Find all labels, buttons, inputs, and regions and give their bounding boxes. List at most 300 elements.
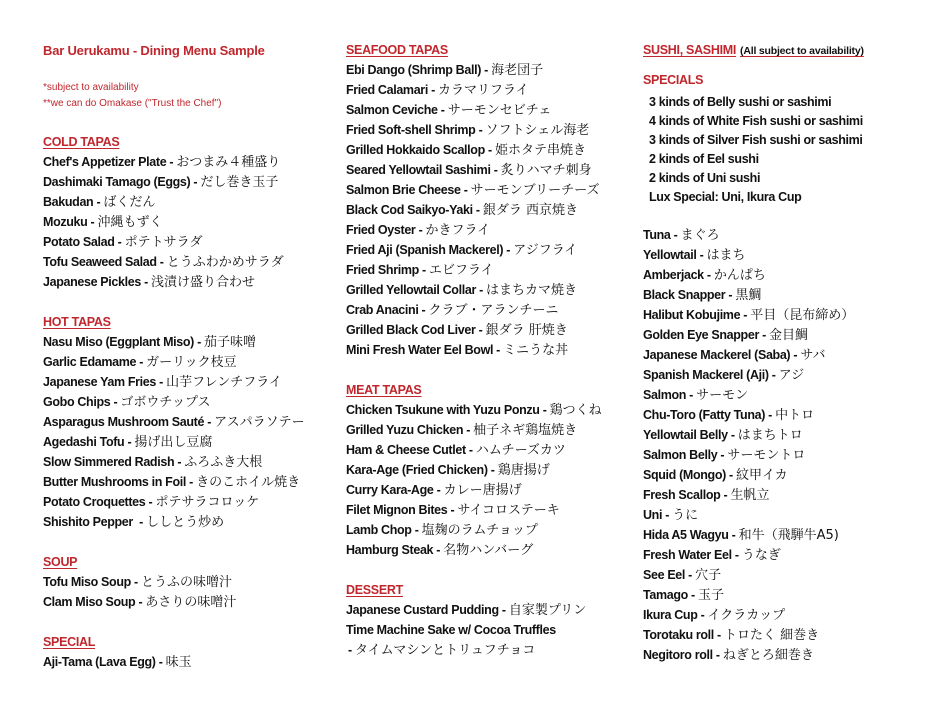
menu-item-english-name: Japanese Yam Fries: [43, 375, 156, 389]
menu-item: [346, 600, 631, 620]
special-offer-line: 2 kinds of Eel sushi: [649, 152, 759, 166]
menu-item-separator: -: [156, 375, 167, 389]
menu-item-separator: -: [204, 415, 215, 429]
menu-item-japanese-name: 浅漬け盛り合わせ: [151, 275, 256, 290]
menu-item-separator: -: [685, 568, 696, 582]
menu-item-separator: -: [447, 503, 458, 517]
menu-item-japanese-name: はまちトロ: [737, 428, 803, 443]
menu-item-japanese-name: ポテサラコロッケ: [155, 495, 260, 510]
menu-item-english-name: See Eel: [643, 568, 686, 582]
menu-item-japanese-name: 鶏唐揚げ: [497, 463, 550, 478]
menu-item: [43, 172, 328, 192]
menu-column-left: [43, 40, 328, 672]
menu-item-separator: -: [155, 655, 166, 669]
menu-item-japanese-name: サーモン: [696, 388, 749, 403]
section-heading-meat-tapas: MEAT TAPAS: [346, 383, 422, 397]
menu-item-english-name: Mozuku: [43, 215, 88, 229]
section-heading-soup: SOUP: [43, 555, 78, 569]
menu-item-english-name: Grilled Yellowtail Collar: [346, 283, 476, 297]
menu-item-japanese-name: 鶏つくね: [549, 403, 602, 418]
menu-item-english-name: Grilled Yuzu Chicken: [346, 423, 464, 437]
menu-item-english-name: Chu-Toro (Fatty Tuna): [643, 408, 766, 422]
menu-item-japanese-name: サーモンセビチェ: [447, 103, 552, 118]
menu-item: [346, 100, 631, 120]
cold-tapas-list: [43, 152, 328, 292]
section-heading-specials: SPECIALS: [643, 73, 704, 87]
menu-item-english-name: Japanese Mackerel (Saba): [643, 348, 791, 362]
menu-item-japanese-name: 炙りハマチ刺身: [500, 163, 592, 178]
menu-item-separator: -: [670, 228, 681, 242]
menu-item: [346, 140, 631, 160]
specials-list: [643, 93, 928, 207]
menu-item-separator: -: [487, 463, 498, 477]
menu-item-english-name: Garlic Edamame: [43, 355, 137, 369]
menu-item: [43, 432, 328, 452]
menu-item: [43, 252, 328, 272]
menu-item-japanese-name: 名物ハンバーグ: [443, 543, 534, 558]
menu-item-japanese-name: まぐろ: [680, 228, 720, 243]
menu-item-japanese-name: おつまみ４種盛り: [176, 155, 281, 170]
menu-item-japanese-name: とうふの味噌汁: [140, 575, 232, 590]
menu-item-separator: -: [539, 403, 550, 417]
sushi-sashimi-heading-text: SUSHI, SASHIMI: [643, 43, 737, 57]
special-offer-line: 3 kinds of Belly sushi or sashimi: [649, 95, 832, 109]
menu-item-english-name: Tamago: [643, 588, 688, 602]
menu-item-japanese-name: アスパラソテー: [214, 415, 305, 430]
menu-item-english-name: Fried Shrimp: [346, 263, 419, 277]
menu-item: [643, 245, 928, 265]
menu-item: [346, 400, 631, 420]
menu-item-japanese-name: 平目（昆布締め）: [750, 308, 855, 323]
menu-item-english-name: Uni: [643, 508, 663, 522]
menu-item-japanese-name: かきフライ: [425, 223, 491, 238]
menu-item: [43, 452, 328, 472]
menu-item-separator: -: [727, 428, 738, 442]
menu-item-english-name: Torotaku roll: [643, 628, 714, 642]
menu-item-separator: -: [136, 355, 147, 369]
menu-item-separator: -: [768, 368, 779, 382]
menu-item: [643, 285, 928, 305]
menu-item-separator: -: [725, 468, 736, 482]
menu-item: [43, 512, 328, 532]
menu-item-japanese-name: 生帆立: [730, 488, 770, 503]
menu-item-separator: -: [662, 508, 673, 522]
menu-item-separator: -: [87, 215, 98, 229]
menu-item-english-name: Salmon Ceviche: [346, 103, 438, 117]
menu-item-english-name: Salmon: [643, 388, 687, 402]
menu-item-english-name: Kara-Age (Fried Chicken): [346, 463, 488, 477]
menu-item-separator: -: [472, 203, 483, 217]
menu-column-middle: [346, 40, 631, 660]
menu-item-separator: -: [463, 423, 474, 437]
menu-item-english-name: Spanish Mackerel (Aji): [643, 368, 769, 382]
menu-item-japanese-name: カラマリフライ: [438, 83, 529, 98]
section-heading-sushi-sashimi: [643, 40, 928, 60]
menu-item-english-name: Ham & Cheese Cutlet: [346, 443, 466, 457]
menu-item-japanese-name: 穴子: [695, 568, 722, 583]
menu-item-english-name: Negitoro roll: [643, 648, 713, 662]
menu-item-japanese-name: はまちカマ焼き: [486, 283, 578, 298]
menu-item: [43, 492, 328, 512]
menu-item: [346, 200, 631, 220]
menu-item: [43, 332, 328, 352]
menu-item-japanese-name: ハムチーズカツ: [475, 443, 566, 458]
section-heading-cold-tapas: COLD TAPAS: [43, 135, 120, 149]
omakase-note: **we can do Omakase ("Trust the Chef"): [43, 98, 222, 109]
menu-item-separator: -: [418, 263, 429, 277]
menu-item-english-name: Salmon Brie Cheese: [346, 183, 461, 197]
menu-item-japanese-name: 姫ホタテ串焼き: [494, 143, 586, 158]
menu-item-english-name: Salmon Belly: [643, 448, 718, 462]
menu-item: [346, 260, 631, 280]
menu-item-english-name: Time Machine Sake w/ Cocoa Truffles: [346, 623, 556, 637]
menu-item-separator: -: [110, 395, 121, 409]
menu-item-english-name: Fried Soft-shell Shrimp: [346, 123, 476, 137]
menu-item-english-name: Gobo Chips: [43, 395, 111, 409]
menu-item: [43, 372, 328, 392]
menu-item-separator: -: [475, 323, 486, 337]
menu-item-japanese-name: 味玉: [165, 655, 192, 670]
menu-item: [643, 585, 928, 605]
menu-item-separator: -: [174, 455, 185, 469]
menu-item-separator: -: [696, 248, 707, 262]
menu-item: [643, 225, 928, 245]
menu-item: [346, 160, 631, 180]
menu-column-right: [643, 40, 928, 665]
menu-item: [643, 365, 928, 385]
menu-item-separator: -: [790, 348, 801, 362]
menu-item-japanese-name: サーモンブリーチーズ: [470, 183, 600, 198]
menu-item-separator: -: [186, 475, 197, 489]
menu-item: [643, 405, 928, 425]
menu-item-separator: -: [717, 448, 728, 462]
soup-list: [43, 572, 328, 612]
menu-item-separator: -: [720, 488, 731, 502]
menu-item-separator: -: [190, 175, 201, 189]
sushi-item-list: [643, 225, 928, 665]
section-heading-dessert: DESSERT: [346, 583, 403, 597]
menu-item: [643, 385, 928, 405]
menu-item: [43, 232, 328, 252]
menu-item: [43, 152, 328, 172]
menu-item-english-name: Asparagus Mushroom Sauté: [43, 415, 205, 429]
menu-item: [346, 80, 631, 100]
menu-item-japanese-name: ねぎとろ細巻き: [722, 648, 814, 663]
menu-item-separator: -: [725, 288, 736, 302]
menu-item-separator: -: [713, 628, 724, 642]
menu-item-separator: -: [193, 335, 205, 349]
menu-item-separator: -: [465, 443, 476, 457]
section-heading-hot-tapas: HOT TAPAS: [43, 315, 111, 329]
menu-item-japanese-name: ばくだん: [103, 195, 156, 210]
menu-item-japanese-name: 和牛（飛騨牛A5): [738, 528, 839, 543]
menu-item-japanese-name: 山芋フレンチフライ: [166, 375, 282, 390]
menu-item-english-name: Curry Kara-Age: [346, 483, 434, 497]
menu-item-separator: -: [503, 243, 514, 257]
menu-item-separator: -: [498, 603, 509, 617]
menu-item-japanese-name: カレー唐揚げ: [443, 483, 522, 498]
meat-tapas-list: [346, 400, 631, 560]
menu-item-english-name: Japanese Pickles: [43, 275, 141, 289]
menu-item: [643, 445, 928, 465]
menu-item-japanese-name: うなぎ: [741, 548, 781, 563]
menu-item: [346, 440, 631, 460]
menu-item-english-name: Bakudan: [43, 195, 94, 209]
menu-item-separator: -: [437, 103, 448, 117]
menu-item-separator: -: [686, 388, 697, 402]
menu-item-english-name: Fresh Water Eel: [643, 548, 732, 562]
menu-item-japanese-name: アジフライ: [513, 243, 578, 258]
menu-item-english-name: Slow Simmered Radish: [43, 455, 175, 469]
menu-item: [346, 220, 631, 240]
menu-item-japanese-name: 銀ダラ 肝焼き: [485, 323, 568, 338]
menu-item-english-name: Shishito Pepper: [43, 515, 133, 529]
menu-item: [643, 425, 928, 445]
menu-item-japanese-name: 揚げ出し豆腐: [134, 435, 213, 450]
menu-item-separator: -: [156, 255, 167, 269]
menu-item-english-name: Grilled Black Cod Liver: [346, 323, 476, 337]
menu-item-english-name: Butter Mushrooms in Foil: [43, 475, 186, 489]
menu-item-english-name: Mini Fresh Water Eel Bowl: [346, 343, 494, 357]
section-heading-special: SPECIAL: [43, 635, 96, 649]
menu-item: [43, 212, 328, 232]
menu-item-english-name: Nasu Miso (Eggplant Miso): [43, 335, 194, 349]
menu-item-english-name: Golden Eye Snapper: [643, 328, 759, 342]
menu-item-english-name: Fried Oyster: [346, 223, 416, 237]
special-offer-line: 4 kinds of White Fish sushi or sashimi: [649, 114, 863, 128]
menu-item-japanese-name: とうふわかめサラダ: [166, 255, 284, 270]
menu-item-japanese-name: ポテトサラダ: [124, 235, 203, 250]
menu-item-english-name: Squid (Mongo): [643, 468, 726, 482]
menu-item: [643, 465, 928, 485]
menu-item-separator: -: [765, 408, 776, 422]
menu-item-japanese-name: ししとう炒め: [146, 515, 225, 530]
menu-item-separator: -: [114, 235, 125, 249]
seafood-tapas-list: [346, 60, 631, 360]
menu-item: [346, 540, 631, 560]
menu-item: [346, 460, 631, 480]
menu-item: [346, 240, 631, 260]
menu-item-english-name: Lamb Chop: [346, 523, 412, 537]
menu-item: [643, 505, 928, 525]
menu-item: [643, 565, 928, 585]
menu-item-english-name: Dashimaki Tamago (Eggs): [43, 175, 191, 189]
menu-item: [346, 60, 631, 80]
menu-item: [43, 592, 328, 612]
menu-item-english-name: Fried Calamari: [346, 83, 428, 97]
menu-item-japanese-name: 黒鯛: [735, 288, 762, 303]
menu-item: [346, 340, 631, 360]
menu-item-separator: -: [475, 123, 486, 137]
menu-item-japanese-name: かんぱち: [713, 268, 766, 283]
menu-item-english-name: Fresh Scallop: [643, 488, 721, 502]
menu-item: [643, 525, 928, 545]
menu-item-separator: -: [145, 495, 156, 509]
menu-item-separator: -: [758, 328, 770, 342]
menu-item-japanese-name: 紋甲イカ: [735, 468, 788, 483]
menu-item-separator: -: [481, 63, 492, 77]
menu-item: [643, 605, 928, 625]
menu-item-separator: -: [135, 595, 146, 609]
menu-item-separator: -: [93, 195, 104, 209]
menu-item: [43, 352, 328, 372]
menu-item-separator: -: [493, 343, 504, 357]
menu-item: [643, 265, 928, 285]
menu-item-separator: -: [687, 588, 698, 602]
menu-item-english-name: Black Cod Saikyo-Yaki: [346, 203, 473, 217]
special-offer-line: 2 kinds of Uni sushi: [649, 171, 761, 185]
menu-item: [346, 300, 631, 320]
menu-item-japanese-name: うに: [672, 508, 699, 523]
sushi-availability-note: (All subject to availability): [740, 45, 864, 57]
menu-item: [643, 645, 928, 665]
menu-item: [43, 572, 328, 592]
menu-item-japanese-name: ソフトシェル海老: [485, 123, 590, 138]
menu-item: [43, 392, 328, 412]
menu-item-separator: -: [475, 283, 487, 297]
menu-item-japanese-name: 銀ダラ 西京焼き: [482, 203, 578, 218]
menu-item-japanese-name: トロたく 細巻き: [723, 628, 820, 643]
menu-item-japanese-name: クラブ・アランチーニ: [428, 303, 559, 318]
menu-item-separator: -: [490, 163, 501, 177]
special-offer-line: Lux Special: Uni, Ikura Cup: [649, 190, 802, 204]
menu-item-japanese-name: サイコロステーキ: [457, 503, 560, 518]
menu-item: [643, 305, 928, 325]
menu-item-japanese-name: イクラカップ: [707, 608, 786, 623]
menu-item: [346, 480, 631, 500]
menu-item-japanese-name: 自家製プリン: [508, 603, 587, 618]
menu-item: [346, 280, 631, 300]
menu-item: [643, 485, 928, 505]
menu-item: [643, 345, 928, 365]
menu-item-separator: -: [740, 308, 751, 322]
menu-item-english-name: Chicken Tsukune with Yuzu Ponzu: [346, 403, 540, 417]
menu-item-japanese-name: タイムマシンとトリュフチョコ: [354, 643, 536, 658]
menu-item-english-name: Crab Anacini: [346, 303, 419, 317]
menu-item-english-name: Black Snapper: [643, 288, 726, 302]
menu-item-japanese-name: エビフライ: [428, 263, 494, 278]
menu-item-english-name: Seared Yellowtail Sashimi: [346, 163, 491, 177]
menu-item-separator: -: [140, 275, 152, 289]
menu-item-japanese-name: きのこホイル焼き: [196, 475, 301, 490]
menu-item: [346, 520, 631, 540]
menu-item-english-name: Agedashi Tofu: [43, 435, 125, 449]
menu-item-english-name: Japanese Custard Pudding: [346, 603, 499, 617]
menu-item-separator: -: [433, 483, 444, 497]
menu-item: [43, 412, 328, 432]
menu-item-japanese-name: 塩麹のラムチョップ: [421, 523, 538, 538]
menu-item-english-name: Potato Croquettes: [43, 495, 146, 509]
menu-item-japanese-name: アジ: [778, 368, 805, 383]
menu-item-separator: -: [703, 268, 714, 282]
menu-item: [346, 640, 631, 660]
menu-item-separator: -: [415, 223, 426, 237]
menu-item-japanese-name: ふろふき大根: [184, 455, 263, 470]
menu-item-english-name: Tuna: [643, 228, 671, 242]
menu-item: [643, 625, 928, 645]
menu-item-separator: -: [433, 543, 444, 557]
menu-item-separator: -: [130, 575, 141, 589]
menu-item-english-name: Halibut Kobujime: [643, 308, 741, 322]
menu-item-english-name: Clam Miso Soup: [43, 595, 136, 609]
menu-item-english-name: Grilled Hokkaido Scallop: [346, 143, 485, 157]
menu-item-separator: -: [731, 548, 742, 562]
menu-item-english-name: Tofu Seaweed Salad: [43, 255, 157, 269]
menu-item-english-name: Chef's Appetizer Plate: [43, 155, 167, 169]
menu-item-japanese-name: サバ: [800, 348, 826, 363]
menu-item-separator: -: [697, 608, 708, 622]
menu-item-japanese-name: はまち: [706, 248, 746, 263]
menu-item-separator: -: [460, 183, 471, 197]
availability-note: *subject to availability: [43, 82, 139, 93]
menu-item-japanese-name: ミニうな丼: [503, 343, 569, 358]
menu-item-english-name: Ebi Dango (Shrimp Ball): [346, 63, 482, 77]
menu-item-separator: -: [427, 83, 439, 97]
menu-item-separator: -: [132, 515, 147, 529]
dessert-list: [346, 600, 631, 660]
menu-item-japanese-name: 金目鯛: [769, 328, 809, 343]
menu-item-english-name: Tofu Miso Soup: [43, 575, 131, 589]
menu-item: [346, 120, 631, 140]
menu-item-japanese-name: だし巻き玉子: [200, 175, 279, 190]
special-offer-line: 3 kinds of Silver Fish sushi or sashimi: [649, 133, 863, 147]
menu-item-english-name: Amberjack: [643, 268, 704, 282]
menu-item-separator: -: [411, 523, 422, 537]
menu-item: [43, 472, 328, 492]
menu-item-japanese-name: ゴボウチップス: [120, 395, 211, 410]
menu-item-separator: -: [418, 303, 429, 317]
menu-item-japanese-name: サーモントロ: [727, 448, 806, 463]
hot-tapas-list: [43, 332, 328, 532]
menu-item-separator: -: [166, 155, 177, 169]
menu-item: [643, 545, 928, 565]
menu-item-japanese-name: 中トロ: [775, 408, 815, 423]
menu-item-japanese-name: 海老団子: [491, 63, 544, 78]
menu-item: [43, 192, 328, 212]
menu-item: [346, 500, 631, 520]
menu-item-english-name: Fried Aji (Spanish Mackerel): [346, 243, 504, 257]
special-list: [43, 652, 328, 672]
section-heading-seafood-tapas: SEAFOOD TAPAS: [346, 43, 448, 57]
menu-item: [643, 325, 928, 345]
menu-item-english-name: Hida A5 Wagyu: [643, 528, 729, 542]
menu-item-separator: -: [712, 648, 723, 662]
menu-item-japanese-name: 茄子味噌: [204, 335, 257, 350]
menu-item-japanese-name: 柚子ネギ鶏塩焼き: [473, 423, 578, 438]
menu-item-english-name: Yellowtail: [643, 248, 697, 262]
menu-item: [346, 180, 631, 200]
menu-item-japanese-name: あさりの味噌汁: [145, 595, 237, 610]
menu-item-english-name: Ikura Cup: [643, 608, 698, 622]
menu-item-english-name: Hamburg Steak: [346, 543, 434, 557]
menu-item-english-name: Yellowtail Belly: [643, 428, 728, 442]
menu-item-separator: -: [348, 643, 355, 657]
menu-item-separator: -: [484, 143, 495, 157]
menu-item-english-name: Filet Mignon Bites: [346, 503, 448, 517]
menu-item-separator: -: [728, 528, 739, 542]
menu-item-japanese-name: ガーリック枝豆: [146, 355, 237, 370]
menu-item-english-name: Aji-Tama (Lava Egg): [43, 655, 156, 669]
menu-item-japanese-name: 沖縄もずく: [97, 215, 163, 230]
menu-item: [346, 320, 631, 340]
menu-item: [346, 620, 631, 640]
menu-item: [43, 652, 328, 672]
menu-item-separator: -: [124, 435, 135, 449]
menu-item-english-name: Potato Salad: [43, 235, 115, 249]
menu-item-japanese-name: 玉子: [697, 588, 724, 603]
menu-item: [346, 420, 631, 440]
menu-item: [43, 272, 328, 292]
